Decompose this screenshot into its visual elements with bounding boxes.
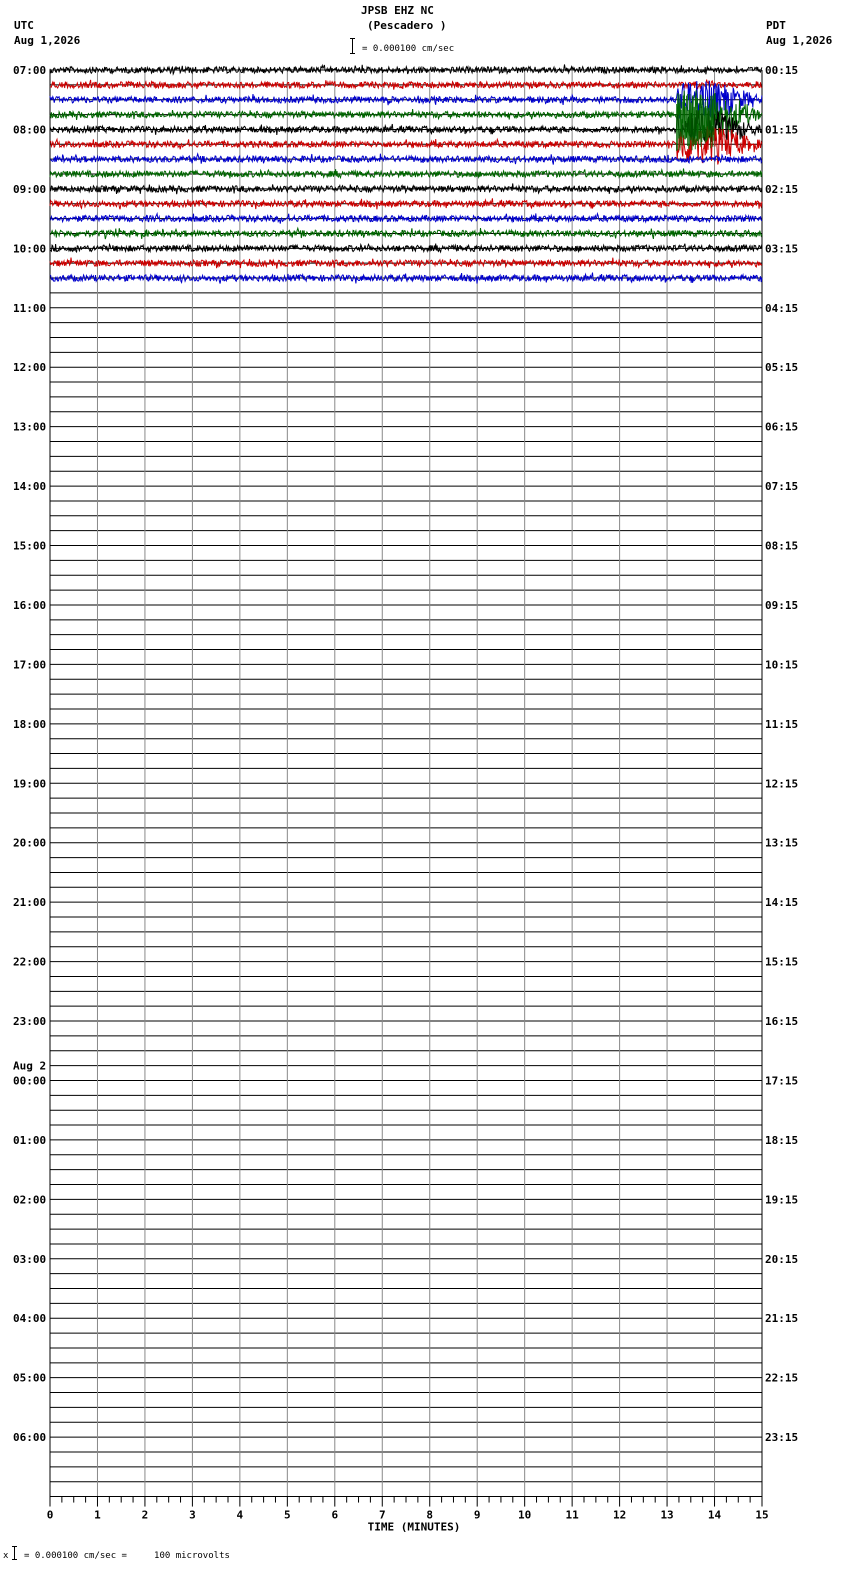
x-tick-label: 9 <box>473 1508 481 1522</box>
utc-hour-label: 11:00 <box>13 301 47 315</box>
utc-hour-label: 04:00 <box>13 1312 47 1326</box>
pdt-hour-label: 09:15 <box>765 598 799 612</box>
utc-hour-label: 23:00 <box>13 1015 47 1029</box>
x-tick-label: 4 <box>236 1508 244 1522</box>
right-time-zone: PDT <box>766 19 786 32</box>
station-title: JPSB EHZ NC <box>361 4 434 17</box>
station-location: (Pescadero ) <box>367 19 447 32</box>
left-time-zone: UTC <box>14 19 34 32</box>
utc-hour-label: 17:00 <box>13 658 47 672</box>
utc-hour-label: 08:00 <box>13 123 47 137</box>
utc-hour-label: 21:00 <box>13 896 47 910</box>
utc-hour-label: 19:00 <box>13 777 47 791</box>
seismic-trace <box>50 65 762 75</box>
utc-hour-label: 22:00 <box>13 955 47 969</box>
footer-scale-bar-icon <box>13 1546 17 1560</box>
utc-hour-label: 05:00 <box>13 1371 47 1385</box>
x-tick-label: 15 <box>755 1508 769 1522</box>
footer-scale-text: = 0.000100 cm/sec = 100 microvolts <box>24 1551 230 1561</box>
pdt-hour-label: 06:15 <box>765 420 799 434</box>
pdt-hour-label: 23:15 <box>765 1431 799 1445</box>
utc-hour-label: 06:00 <box>13 1431 47 1445</box>
utc-hour-label: 15:00 <box>13 539 47 553</box>
pdt-hour-label: 08:15 <box>765 539 799 553</box>
utc-hour-label: 03:00 <box>13 1252 47 1266</box>
pdt-hour-label: 17:15 <box>765 1074 799 1088</box>
x-tick-label: 2 <box>141 1508 149 1522</box>
pdt-hour-label: 01:15 <box>765 123 799 137</box>
utc-hour-label: 00:00 <box>13 1074 47 1088</box>
x-tick-label: 12 <box>612 1508 627 1522</box>
footer-marker: x <box>3 1551 9 1561</box>
x-tick-label: 0 <box>46 1508 54 1522</box>
x-tick-label: 14 <box>707 1508 722 1522</box>
x-tick-label: 10 <box>518 1508 532 1522</box>
pdt-hour-label: 12:15 <box>765 777 799 791</box>
x-tick-label: 1 <box>94 1508 101 1522</box>
utc-hour-label: 20:00 <box>13 836 47 850</box>
x-tick-label: 7 <box>378 1508 386 1522</box>
pdt-hour-label: 07:15 <box>765 480 799 494</box>
pdt-hour-label: 00:15 <box>765 64 799 77</box>
right-date: Aug 1,2026 <box>766 34 833 47</box>
left-date: Aug 1,2026 <box>14 34 81 47</box>
pdt-hour-label: 18:15 <box>765 1133 799 1147</box>
pdt-hour-label: 21:15 <box>765 1312 799 1326</box>
utc-hour-label: 13:00 <box>13 420 47 434</box>
x-tick-label: 6 <box>331 1508 339 1522</box>
x-tick-label: 11 <box>565 1508 579 1522</box>
utc-hour-label: 01:00 <box>13 1133 47 1147</box>
utc-hour-label: 12:00 <box>13 361 47 375</box>
pdt-hour-label: 20:15 <box>765 1252 799 1266</box>
seismic-trace <box>50 169 762 179</box>
x-tick-label: 13 <box>660 1508 674 1522</box>
plot-grid <box>50 70 762 1507</box>
scale-text: = 0.000100 cm/sec <box>362 44 455 54</box>
pdt-hour-label: 10:15 <box>765 658 799 672</box>
utc-hour-label: 18:00 <box>13 717 47 731</box>
utc-hour-label: 09:00 <box>13 182 47 196</box>
utc-hour-label: 07:00 <box>13 64 47 77</box>
pdt-hour-label: 11:15 <box>765 717 799 731</box>
utc-hour-label: 10:00 <box>13 242 47 256</box>
utc-hour-label: 02:00 <box>13 1193 47 1207</box>
pdt-hour-label: 19:15 <box>765 1193 799 1207</box>
pdt-hour-label: 04:15 <box>765 301 799 315</box>
pdt-hour-label: 05:15 <box>765 361 799 375</box>
pdt-hour-label: 02:15 <box>765 182 799 196</box>
label-group <box>13 64 798 1534</box>
pdt-hour-label: 03:15 <box>765 242 799 256</box>
x-tick-label: 5 <box>284 1508 291 1522</box>
pdt-hour-label: 16:15 <box>765 1015 799 1029</box>
utc-hour-label: 14:00 <box>13 480 47 494</box>
x-axis-title: TIME (MINUTES) <box>367 1520 461 1534</box>
pdt-hour-label: 22:15 <box>765 1371 799 1385</box>
pdt-hour-label: 13:15 <box>765 836 799 850</box>
x-tick-label: 8 <box>426 1508 434 1522</box>
date-change-label: Aug 2 <box>13 1059 47 1073</box>
x-tick-label: 3 <box>189 1508 196 1522</box>
pdt-hour-label: 15:15 <box>765 955 799 969</box>
utc-hour-label: 16:00 <box>13 598 47 612</box>
pdt-hour-label: 14:15 <box>765 896 799 910</box>
